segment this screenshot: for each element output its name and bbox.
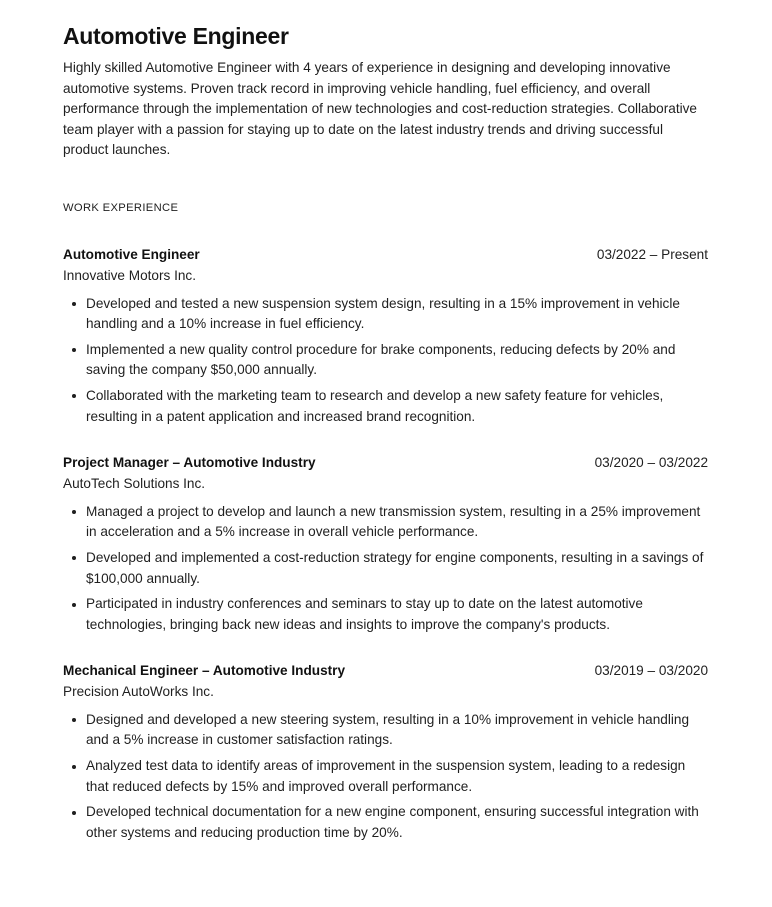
- work-experience-heading: WORK EXPERIENCE: [63, 201, 179, 214]
- job-dates: 03/2020 – 03/2022: [594, 455, 708, 471]
- job-bullet: Developed and implemented a cost-reduction strategy for engine components, resulting in a savings of $100,000 annually.: [63, 548, 708, 589]
- job-bullet: Analyzed test data to identify areas of improvement in the suspension system, leading to a redesign that reduced defects by 15% and improved overall performance.: [63, 756, 708, 797]
- job-bullet: Collaborated with the marketing team to research and develop a new safety feature for vehicles, resulting in a patent application and increased brand recognition.: [63, 386, 708, 427]
- job-bullet-list: [63, 502, 708, 636]
- job-bullet: Participated in industry conferences and seminars to stay up to date on the latest automotive technologies, bringing back new ideas and insights to improve the company's products.: [63, 594, 708, 635]
- job-dates: 03/2022 – Present: [596, 246, 708, 262]
- job-bullet: Managed a project to develop and launch a new transmission system, resulting in a 25% improvement in acceleration and a 5% increase in overall vehicle performance.: [63, 502, 708, 543]
- job-title: Project Manager – Automotive Industry: [63, 455, 316, 471]
- job-dates: 03/2019 – 03/2020: [594, 663, 708, 679]
- page-title: Automotive Engineer: [63, 23, 289, 49]
- job-bullet: Designed and developed a new steering system, resulting in a 10% improvement in vehicle handling and a 5% increase in customer satisfaction ratings.: [63, 710, 708, 751]
- job-entry: [63, 245, 708, 427]
- job-bullet-list: [63, 294, 708, 428]
- job-entry: [63, 453, 708, 635]
- job-company: Innovative Motors Inc.: [63, 267, 196, 283]
- job-company: Precision AutoWorks Inc.: [63, 684, 214, 700]
- job-bullet-list: [63, 710, 708, 844]
- job-bullet: Implemented a new quality control procedure for brake components, reducing defects by 20% and saving the company $50,000 annually.: [63, 340, 708, 381]
- job-title: Mechanical Engineer – Automotive Industry: [63, 663, 346, 679]
- job-company: AutoTech Solutions Inc.: [63, 476, 206, 492]
- job-header: [63, 453, 708, 472]
- job-header: [63, 245, 708, 264]
- job-bullet: Developed technical documentation for a new engine component, ensuring successful integration with other systems and reducing production time by 20%.: [63, 802, 708, 843]
- job-bullet: Developed and tested a new suspension system design, resulting in a 15% improvement in vehicle handling and a 10% increase in fuel efficiency.: [63, 294, 708, 335]
- job-entry: [63, 661, 708, 843]
- professional-summary: Highly skilled Automotive Engineer with 4 years of experience in designing and developing innovative automotive systems. Proven track record in improving vehicle handling, fuel efficiency, and overall performance through the implementation of new technologies and cost-reduction strategies. Collaborative team player with a passion for staying up to date on the latest industry trends and driving successful product launches.: [63, 60, 697, 158]
- work-experience-section: [63, 201, 708, 843]
- job-title: Automotive Engineer: [63, 246, 200, 262]
- job-header: [63, 661, 708, 680]
